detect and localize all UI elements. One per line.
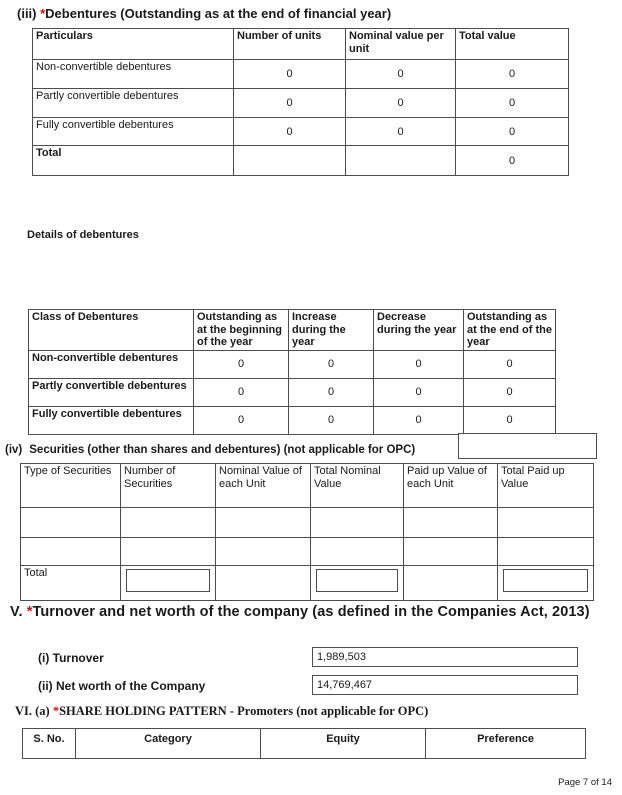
shareholding-heading bbox=[15, 704, 428, 719]
turnover-field[interactable] bbox=[312, 647, 578, 667]
required-asterisk: * bbox=[52, 704, 60, 718]
total-paid-up-cell bbox=[498, 566, 594, 601]
row-label: Non-convertible debentures bbox=[33, 60, 234, 89]
cell-value: 0 bbox=[346, 60, 456, 89]
cell-value: 0 bbox=[234, 60, 346, 89]
cell-value: 0 bbox=[194, 378, 289, 406]
column-header: Category bbox=[76, 729, 261, 759]
column-header: Type of Securities bbox=[21, 464, 121, 508]
table-total-row bbox=[21, 566, 594, 601]
shareholding-heading-text: SHARE HOLDING PATTERN - Promoters (not applicable for OPC) bbox=[59, 704, 429, 718]
empty-cell bbox=[216, 538, 311, 566]
table-header-row bbox=[29, 310, 556, 351]
securities-side-field[interactable] bbox=[458, 433, 597, 459]
cell-value: 0 bbox=[289, 378, 374, 406]
empty-cell bbox=[498, 508, 594, 538]
table-row bbox=[29, 378, 556, 406]
column-header: Preference bbox=[426, 729, 586, 759]
cell-value: 0 bbox=[374, 406, 464, 434]
empty-cell bbox=[216, 566, 311, 601]
table-row bbox=[29, 406, 556, 434]
details-of-debentures-table bbox=[28, 309, 556, 435]
row-label: Partly convertible debentures bbox=[33, 89, 234, 118]
cell-value: 0 bbox=[374, 378, 464, 406]
column-header: Nominal value per unit bbox=[346, 29, 456, 60]
securities-heading bbox=[5, 444, 415, 456]
turnover-networth-heading bbox=[10, 604, 590, 620]
cell-value: 0 bbox=[194, 350, 289, 378]
table-row bbox=[21, 508, 594, 538]
column-header: Equity bbox=[261, 729, 426, 759]
cell-value: 0 bbox=[194, 406, 289, 434]
table-header-row bbox=[21, 464, 594, 508]
column-header: Nominal Value of each Unit bbox=[216, 464, 311, 508]
cell-value: 0 bbox=[289, 350, 374, 378]
empty-cell bbox=[121, 508, 216, 538]
column-header: Increase during the year bbox=[289, 310, 374, 351]
turnover-heading-text: Turnover and net worth of the company (as defined in the Companies Act, 2013) bbox=[32, 604, 590, 620]
shareholding-table bbox=[22, 728, 586, 759]
column-header: Total Paid up Value bbox=[498, 464, 594, 508]
row-label: Partly convertible debentures bbox=[29, 378, 194, 406]
total-number-cell bbox=[121, 566, 216, 601]
cell-value: 0 bbox=[464, 350, 556, 378]
table-row bbox=[29, 350, 556, 378]
cell-value: 0 bbox=[346, 89, 456, 118]
debentures-heading bbox=[17, 6, 391, 21]
empty-cell bbox=[21, 538, 121, 566]
debentures-heading-text: Debentures (Outstanding as at the end of financial year) bbox=[45, 6, 392, 21]
column-header: Number of units bbox=[234, 29, 346, 60]
empty-cell bbox=[234, 146, 346, 176]
row-label: Non-convertible debentures bbox=[29, 350, 194, 378]
total-nominal-value-field[interactable] bbox=[316, 569, 398, 592]
table-row bbox=[33, 118, 569, 146]
cell-value: 0 bbox=[456, 89, 569, 118]
empty-cell bbox=[21, 508, 121, 538]
cell-value: 0 bbox=[234, 89, 346, 118]
debentures-heading-number: (iii) bbox=[17, 6, 41, 21]
empty-cell bbox=[404, 508, 498, 538]
column-header: Particulars bbox=[33, 29, 234, 60]
shareholding-heading-number: VI. (a) bbox=[15, 704, 53, 718]
column-header: Total value bbox=[456, 29, 569, 60]
turnover-label: (i) Turnover bbox=[38, 651, 104, 665]
cell-value: 0 bbox=[456, 60, 569, 89]
total-nominal-cell bbox=[311, 566, 404, 601]
column-header: Paid up Value of each Unit bbox=[404, 464, 498, 508]
column-header: Decrease during the year bbox=[374, 310, 464, 351]
debentures-table bbox=[32, 28, 569, 176]
networth-field[interactable] bbox=[312, 675, 578, 695]
cell-value: 0 bbox=[234, 118, 346, 146]
table-row bbox=[33, 89, 569, 118]
page-number: Page 7 of 14 bbox=[558, 777, 612, 788]
cell-value: 0 bbox=[456, 118, 569, 146]
cell-value: 0 bbox=[289, 406, 374, 434]
empty-cell bbox=[498, 538, 594, 566]
securities-heading-number: (iv) bbox=[5, 444, 23, 456]
securities-table bbox=[20, 463, 594, 601]
table-total-row bbox=[33, 146, 569, 176]
total-paid-up-value-field[interactable] bbox=[503, 569, 588, 592]
total-number-field[interactable] bbox=[126, 569, 210, 592]
cell-value: 0 bbox=[464, 406, 556, 434]
row-label: Fully convertible debentures bbox=[33, 118, 234, 146]
column-header: S. No. bbox=[23, 729, 76, 759]
cell-value: 0 bbox=[464, 378, 556, 406]
securities-heading-text: Securities (other than shares and debentures) (not applicable for OPC) bbox=[29, 444, 416, 456]
empty-cell bbox=[216, 508, 311, 538]
total-value: 0 bbox=[456, 146, 569, 176]
column-header: Total Nominal Value bbox=[311, 464, 404, 508]
total-label: Total bbox=[21, 566, 121, 601]
cell-value: 0 bbox=[374, 350, 464, 378]
empty-cell bbox=[404, 538, 498, 566]
required-asterisk: * bbox=[26, 604, 33, 620]
empty-cell bbox=[311, 508, 404, 538]
details-of-debentures-label: Details of debentures bbox=[27, 229, 139, 241]
column-header: Outstanding as at the end of the year bbox=[464, 310, 556, 351]
table-row bbox=[21, 538, 594, 566]
row-label: Fully convertible debentures bbox=[29, 406, 194, 434]
empty-cell bbox=[404, 566, 498, 601]
cell-value: 0 bbox=[346, 118, 456, 146]
table-header-row bbox=[33, 29, 569, 60]
table-header-row bbox=[23, 729, 586, 759]
turnover-heading-number: V. bbox=[10, 604, 27, 620]
column-header: Outstanding as at the beginning of the year bbox=[194, 310, 289, 351]
networth-label: (ii) Net worth of the Company bbox=[38, 679, 206, 693]
total-label: Total bbox=[33, 146, 234, 176]
empty-cell bbox=[121, 538, 216, 566]
empty-cell bbox=[346, 146, 456, 176]
column-header: Class of Debentures bbox=[29, 310, 194, 351]
table-row bbox=[33, 60, 569, 89]
column-header: Number of Securities bbox=[121, 464, 216, 508]
empty-cell bbox=[311, 538, 404, 566]
required-asterisk: * bbox=[40, 6, 46, 21]
